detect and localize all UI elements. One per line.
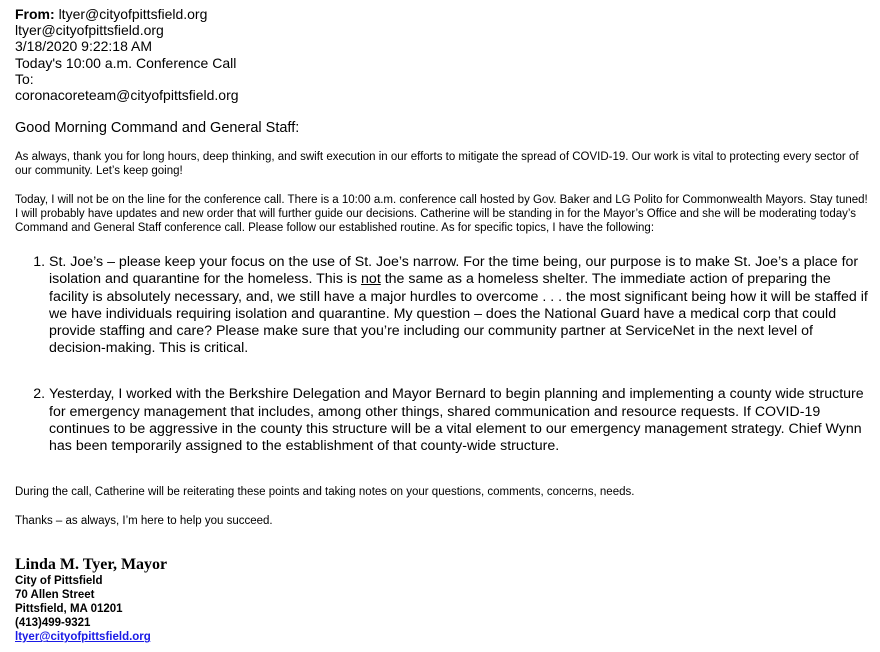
from-label: From: bbox=[15, 6, 55, 22]
sent-date: 3/18/2020 9:22:18 AM bbox=[15, 38, 152, 55]
topics-list bbox=[15, 254, 870, 455]
from-line bbox=[15, 6, 870, 22]
item1-text-before: St. Joe’s – please keep your focus on the use of St. Joe’s narrow. For the time being, our purpose is to make St. Joe’s a place for isolation and quarantine for the homeless. This is bbox=[49, 254, 859, 288]
signature-city: Pittsfield, MA 01201 bbox=[15, 603, 123, 616]
from-value: ltyer@cityofpittsfield.org bbox=[58, 6, 208, 22]
email-message bbox=[15, 6, 870, 644]
item1-text-after: the same as a homeless shelter. The immediate action of preparing the facility is absolutely necessary, and, we still have a major hurdles to overcome . . . the most significant being how it will be staffed if we have individuals requiring isolation and quarantine. My question – does the National Guard have a medical corp that could provide staffing and care? Please make sure that you’re including our community partner at ServiceNet in the next level of decision-making. This is critical. bbox=[49, 271, 868, 357]
signature-block bbox=[15, 556, 870, 644]
paragraph-thanks: As always, thank you for long hours, deep thinking, and swift execution in our efforts to mitigate the spread of COVID-19. Our work is vital to protecting every sector of our community. Let’s keep going! bbox=[15, 151, 859, 178]
paragraph-during-call: During the call, Catherine will be reiterating these points and taking notes on your questions, comments, concerns, needs. bbox=[15, 486, 635, 499]
item2-text: Yesterday, I worked with the Berkshire Delegation and Mayor Bernard to begin planning and implementing a county wide structure for emergency management that includes, among other things, shared communication and resource requests. If COVID-19 continues to be aggressive in the county this structure will be a vital element to our emergency management strategy. Chief Wynn has been temporarily assigned to the establishment of that county-wide structure. bbox=[49, 386, 864, 455]
subject: Today's 10:00 a.m. Conference Call bbox=[15, 54, 237, 71]
signature-name: Linda M. Tyer, Mayor bbox=[15, 556, 168, 574]
signature-email-link[interactable]: ltyer@cityofpittsfield.org bbox=[15, 631, 151, 644]
to-label: To: bbox=[15, 70, 34, 87]
signature-street: 70 Allen Street bbox=[15, 589, 95, 602]
paragraph-today: Today, I will not be on the line for the conference call. There is a 10:00 a.m. conference call hosted by Gov. Baker and LG Polito for Commonwealth Mayors. Stay tuned! I will probably have updates and new order that will further guide our decisions. Catherine will be standing in for the Mayor’s Office and she will be moderating today’s Command and General Staff conference call. Please follow our established routine. As for specific topics, I have the following: bbox=[15, 194, 868, 235]
paragraph-closing: Thanks – as always, I’m here to help you succeed. bbox=[15, 515, 273, 528]
to-value: coronacoreteam@cityofpittsfield.org bbox=[15, 87, 239, 104]
signature-org: City of Pittsfield bbox=[15, 575, 103, 588]
email-header bbox=[15, 6, 870, 103]
signature-phone: (413)499-9321 bbox=[15, 617, 91, 630]
list-item bbox=[49, 254, 870, 357]
list-item bbox=[49, 386, 870, 455]
sender-email: ltyer@cityofpittsfield.org bbox=[15, 22, 164, 39]
item1-underlined-word: not bbox=[361, 271, 381, 288]
greeting: Good Morning Command and General Staff: bbox=[15, 120, 300, 137]
